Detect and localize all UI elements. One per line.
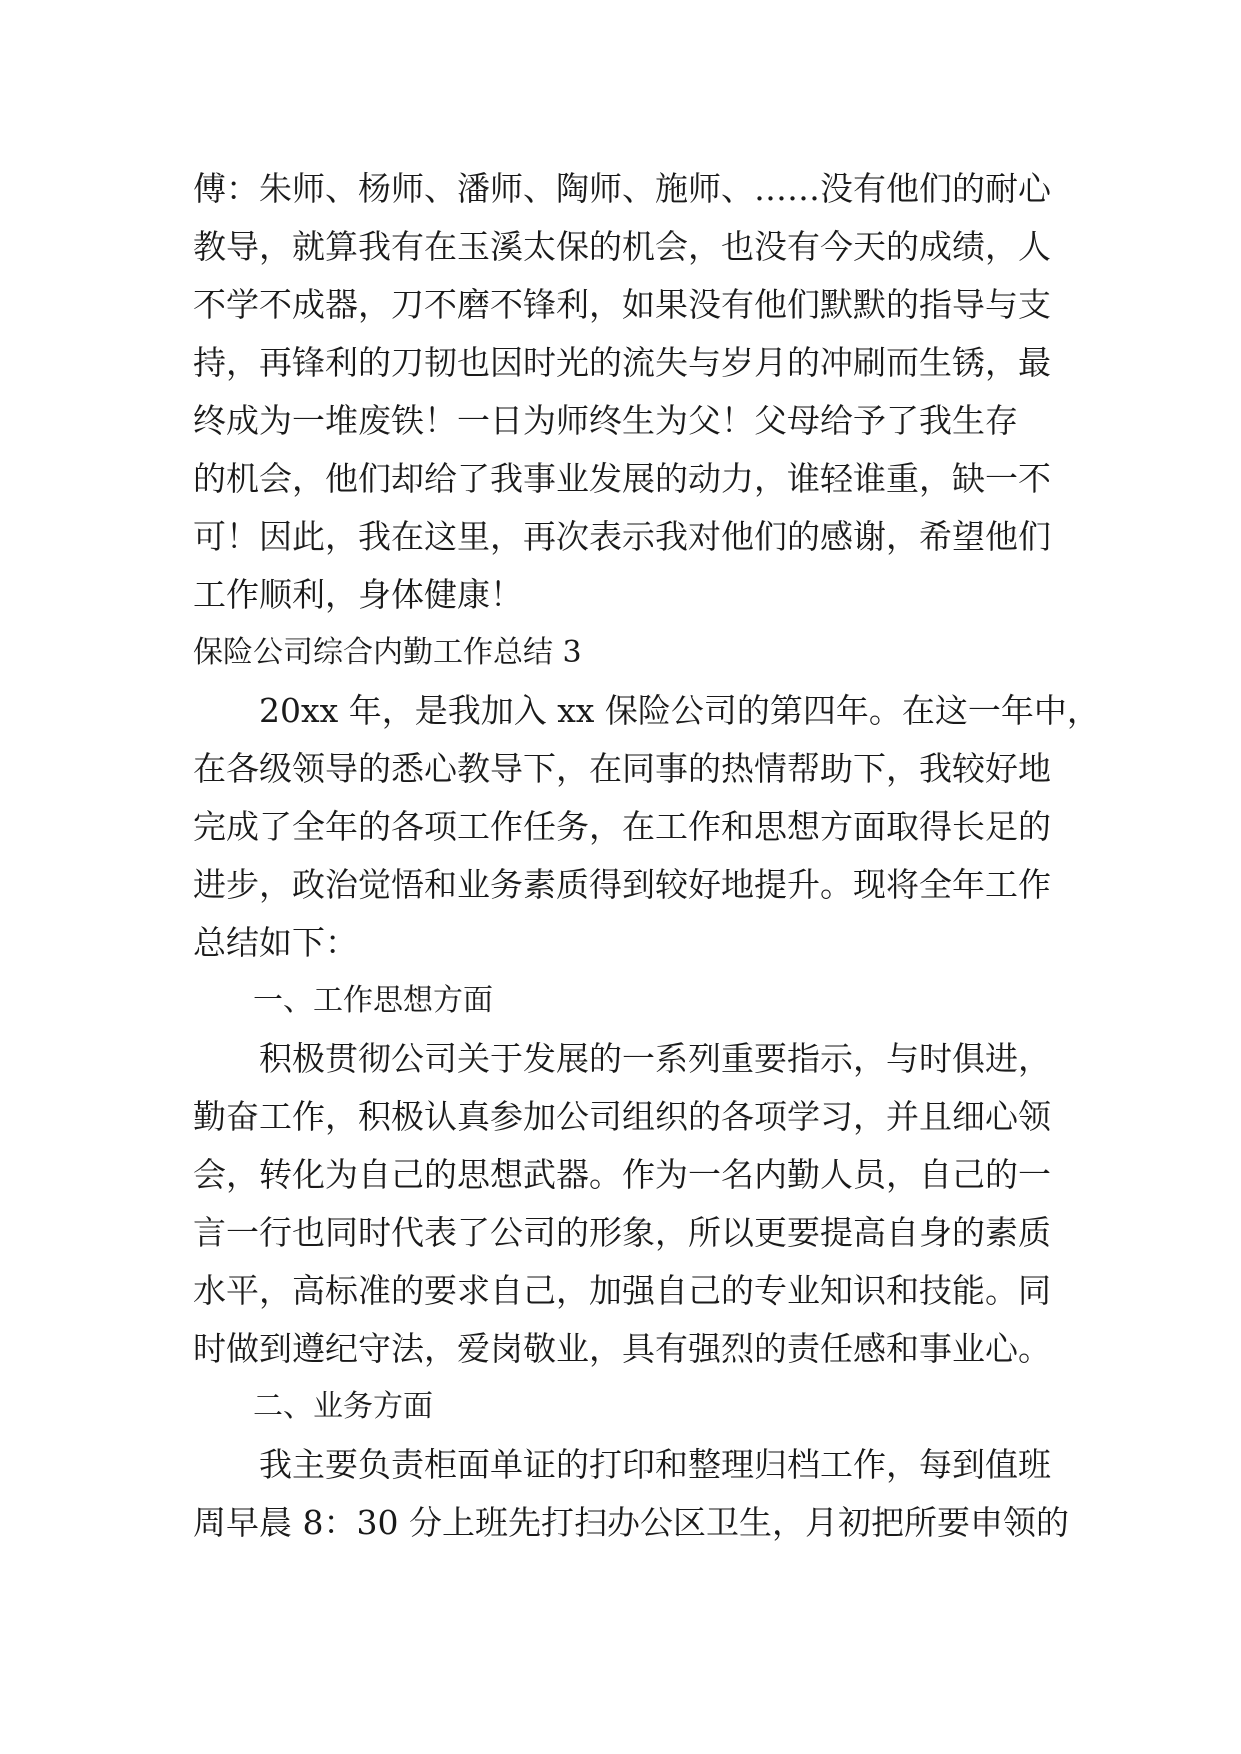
body-line: 水平，高标准的要求自己，加强自己的专业知识和技能。同: [193, 1271, 1051, 1310]
body-line: 持，再锋利的刀韧也因时光的流失与岁月的冲刷而生锈，最: [193, 343, 1051, 382]
body-line: 可！因此，我在这里，再次表示我对他们的感谢，希望他们: [193, 517, 1051, 556]
body-line: 周早晨 8：30 分上班先打扫办公区卫生，月初把所要申领的: [193, 1503, 1069, 1542]
body-line: 我主要负责柜面单证的打印和整理归档工作，每到值班: [193, 1445, 1051, 1484]
body-line: 进步，政治觉悟和业务素质得到较好地提升。现将全年工作: [193, 865, 1051, 904]
body-line: 在各级领导的悉心教导下，在同事的热情帮助下，我较好地: [193, 749, 1051, 788]
body-line: 不学不成器，刀不磨不锋利，如果没有他们默默的指导与支: [193, 285, 1051, 324]
body-line: 积极贯彻公司关于发展的一系列重要指示，与时俱进，: [193, 1039, 1051, 1078]
body-line: 时做到遵纪守法，爱岗敬业，具有强烈的责任感和事业心。: [193, 1329, 1051, 1368]
body-line: 傅：朱师、杨师、潘师、陶师、施师、……没有他们的耐心: [193, 169, 1051, 208]
body-line: 总结如下：: [193, 923, 358, 962]
section-title: 保险公司综合内勤工作总结 3: [193, 635, 582, 670]
body-line: 完成了全年的各项工作任务，在工作和思想方面取得长足的: [193, 807, 1051, 846]
subsection-heading: 二、业务方面: [193, 1389, 433, 1424]
document-body: [193, 160, 1100, 1552]
body-line: 的机会，他们却给了我事业发展的动力，谁轻谁重，缺一不: [193, 459, 1051, 498]
body-line: 终成为一堆废铁！一日为师终生为父！父母给予了我生存: [193, 401, 1018, 440]
subsection-heading: 一、工作思想方面: [193, 983, 493, 1018]
body-line: 工作顺利，身体健康！: [193, 575, 523, 614]
body-line: 会，转化为自己的思想武器。作为一名内勤人员，自己的一: [193, 1155, 1051, 1194]
body-line: 教导，就算我有在玉溪太保的机会，也没有今天的成绩，人: [193, 227, 1051, 266]
body-line: 言一行也同时代表了公司的形象，所以更要提高自身的素质: [193, 1213, 1051, 1252]
body-line: 勤奋工作，积极认真参加公司组织的各项学习，并且细心领: [193, 1097, 1051, 1136]
body-line: 20xx 年，是我加入 xx 保险公司的第四年。在这一年中，: [193, 691, 1100, 730]
